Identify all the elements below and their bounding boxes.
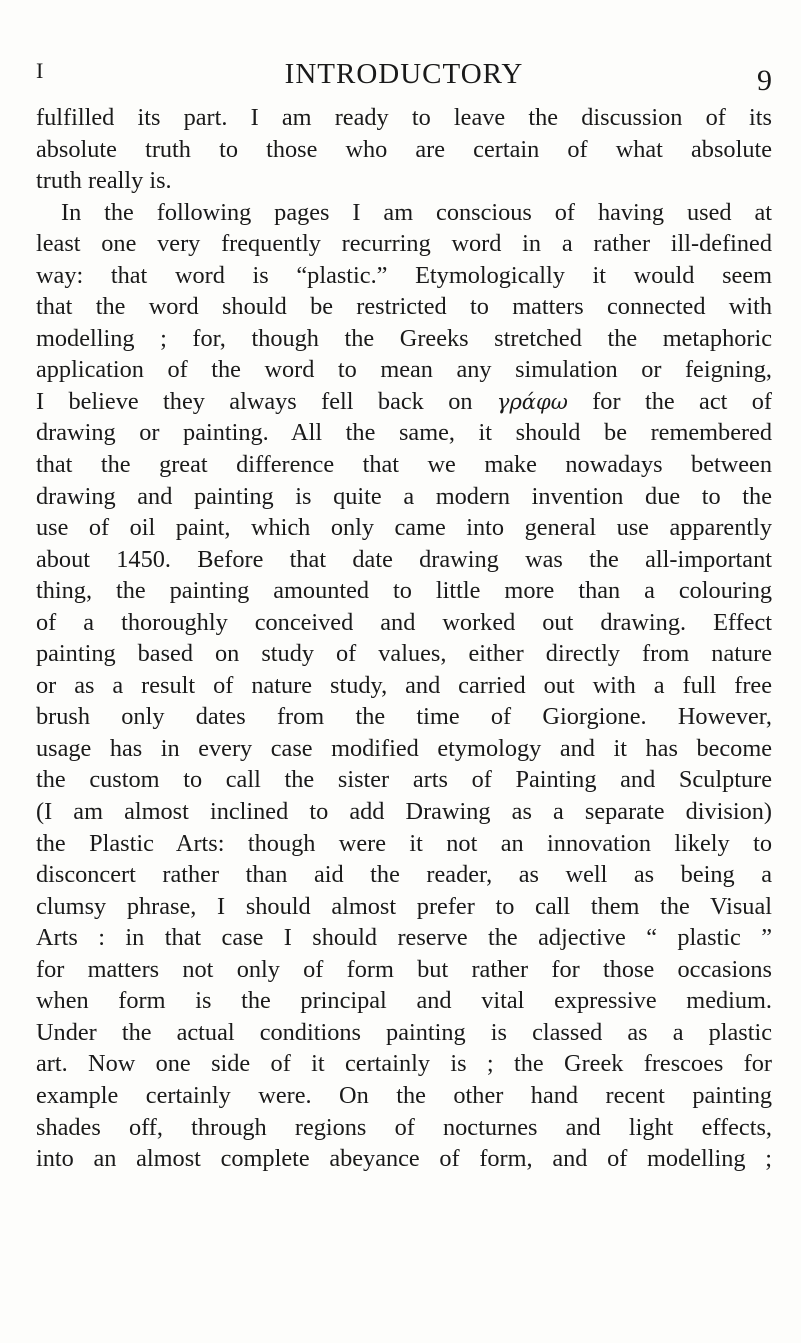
text-line: drawing and painting is quite a modern invention due to the [36, 482, 772, 510]
text-line: In the following pages I am conscious of having used at [61, 198, 772, 226]
text-line-start: I believe they always fell back on [36, 387, 473, 415]
text-line: painting based on study of values, either directly from nature [36, 640, 772, 668]
text-line: about 1450. Before that date drawing was the all-important [36, 545, 772, 573]
text-line: use of oil paint, which only came into general use apparently [36, 514, 772, 542]
text-line: or as a result of nature study, and carried out with a full free [36, 671, 772, 699]
running-head [36, 58, 772, 98]
text-line: that the great difference that we make nowadays between [36, 451, 772, 479]
text-line: modelling ; for, though the Greeks stretched the metaphoric [36, 324, 772, 352]
text-line: least one very frequently recurring word in a rather ill-defined [36, 230, 772, 258]
text-line: Arts : in that case I should reserve the adjective “ plastic ” [36, 924, 772, 952]
text-line: application of the word to mean any simulation or feigning, [36, 356, 772, 384]
running-title: INTRODUCTORY [284, 58, 524, 90]
text-line: brush only dates from the time of Giorgione. However, [36, 703, 772, 731]
text-line: of a thoroughly conceived and worked out drawing. Effect [36, 608, 772, 636]
text-line: clumsy phrase, I should almost prefer to call them the Visual [36, 892, 772, 920]
text-line-end: for the act of [592, 387, 772, 415]
text-line: example certainly were. On the other hand recent painting [36, 1081, 772, 1109]
chapter-number: I [36, 58, 45, 83]
body-text [36, 102, 772, 1175]
text-line: truth really is. [36, 167, 172, 195]
text-line: (I am almost inclined to add Drawing as a separate division) [36, 798, 772, 826]
greek-word: γράφω [496, 389, 568, 414]
text-line: the custom to call the sister arts of Painting and Sculpture [36, 766, 772, 794]
text-line: drawing or painting. All the same, it should be remembered [36, 419, 772, 447]
text-line: way: that word is “plastic.” Etymologically it would seem [36, 261, 772, 289]
text-line: Under the actual conditions painting is classed as a plastic [36, 1018, 772, 1046]
text-line-with-greek [36, 386, 772, 418]
text-line: when form is the principal and vital expressive medium. [36, 987, 772, 1015]
text-line: that the word should be restricted to matters connected with [36, 293, 772, 321]
text-line: absolute truth to those who are certain of what absolute [36, 135, 772, 163]
text-line: art. Now one side of it certainly is ; the Greek frescoes for [36, 1050, 772, 1078]
text-line: disconcert rather than aid the reader, as well as being a [36, 861, 772, 889]
text-line: shades off, through regions of nocturnes and light effects, [36, 1113, 772, 1141]
text-line: thing, the painting amounted to little more than a colouring [36, 577, 772, 605]
page-number: 9 [757, 64, 772, 97]
text-line: fulfilled its part. I am ready to leave the discussion of its [36, 104, 772, 131]
text-line: the Plastic Arts: though were it not an innovation likely to [36, 829, 772, 857]
text-line: for matters not only of form but rather for those occasions [36, 955, 772, 983]
text-line: usage has in every case modified etymology and it has become [36, 734, 772, 762]
text-line: into an almost complete abeyance of form, and of modelling ; [36, 1145, 772, 1173]
